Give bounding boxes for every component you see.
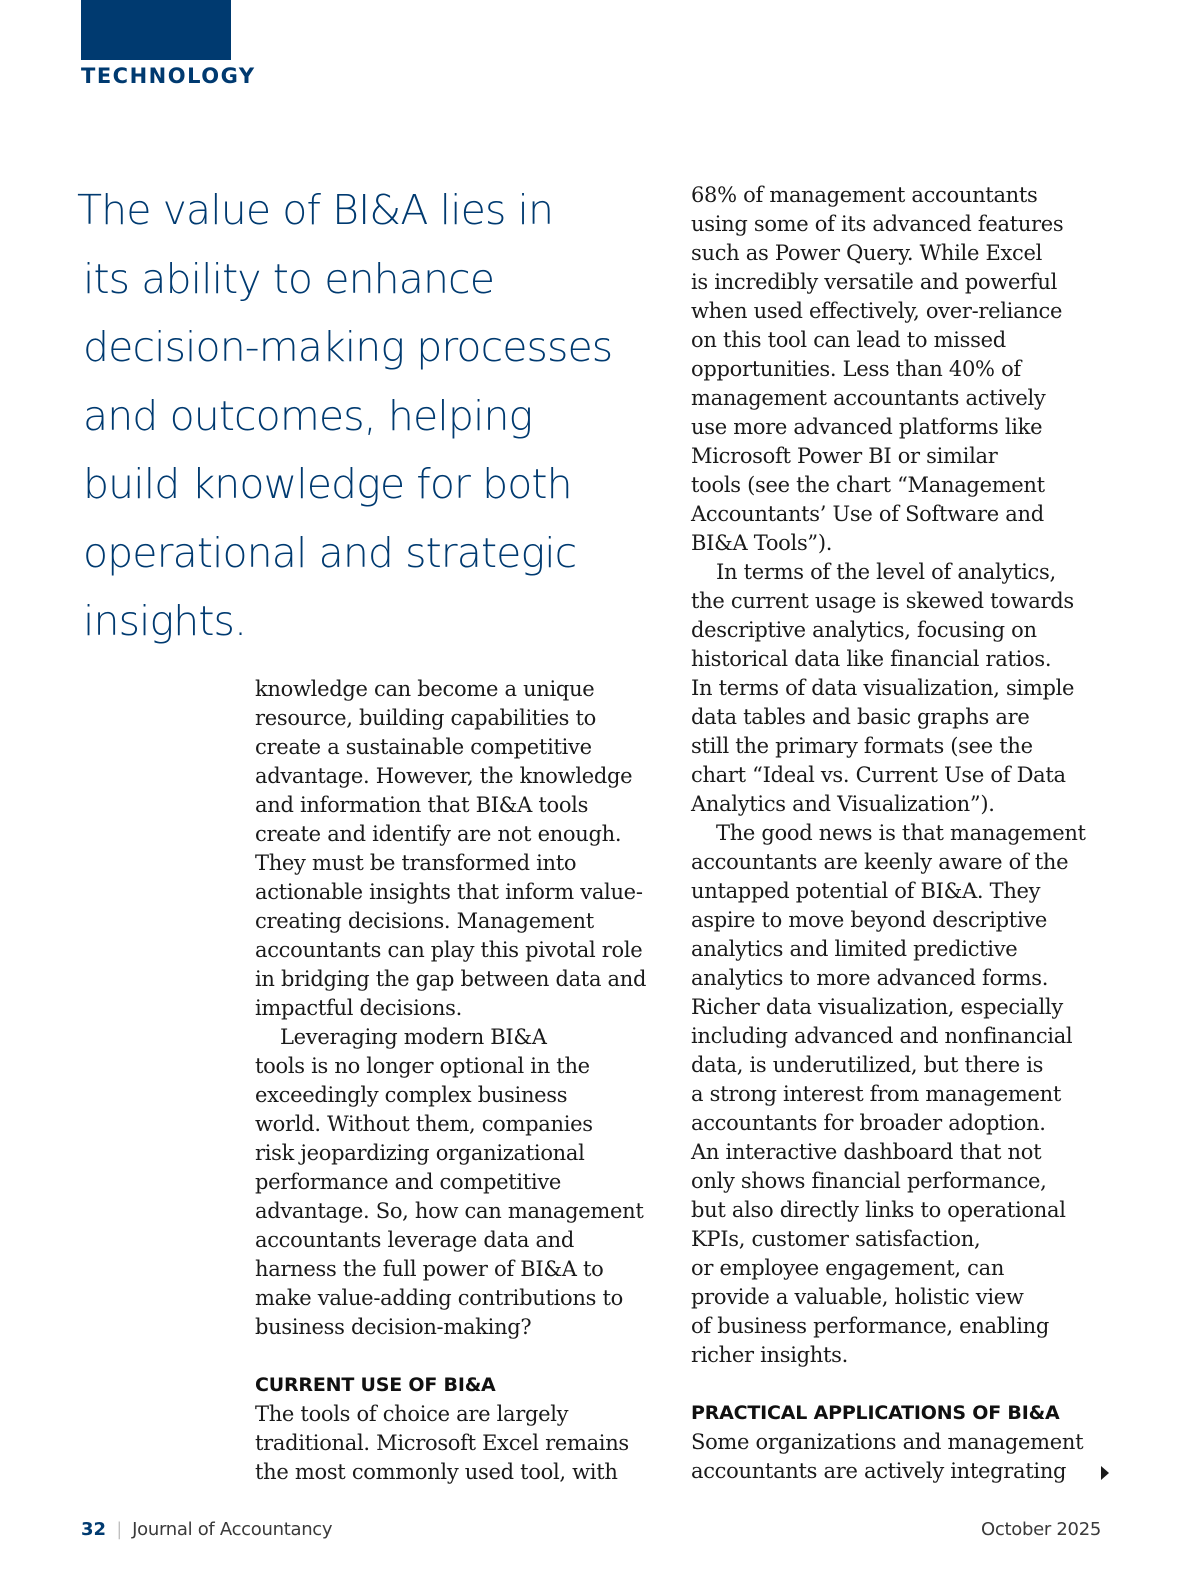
body-line: chart “Ideal vs. Current Use of Data (691, 763, 1066, 787)
body-line: a strong interest from management (691, 1082, 1061, 1106)
body-line: data tables and basic graphs are (691, 705, 1030, 729)
body-line: KPIs, customer satisfaction, (691, 1227, 981, 1251)
body-line: historical data like financial ratios. (691, 647, 1052, 671)
body-line: including advanced and nonfinancial (691, 1024, 1073, 1048)
body-line: An interactive dashboard that not (691, 1140, 1042, 1164)
body-line: the most commonly used tool, with (255, 1460, 618, 1484)
body-line: analytics to more advanced forms. (691, 966, 1049, 990)
body-line: business decision-making? (255, 1315, 532, 1339)
pull-quote-line: decision-making processes (83, 323, 613, 371)
body-line: Richer data visualization, especially (691, 995, 1063, 1019)
body-line: exceedingly complex business (255, 1083, 568, 1107)
body-line: tools (see the chart “Management (691, 473, 1045, 497)
body-line: accountants leverage data and (255, 1228, 575, 1252)
body-line: performance and competitive (255, 1170, 562, 1194)
pull-quote-line: and outcomes, helping (83, 391, 533, 440)
body-line: impactful decisions. (255, 996, 462, 1020)
body-line: accountants are keenly aware of the (691, 850, 1069, 874)
body-line: of business performance, enabling (691, 1314, 1050, 1338)
body-column-right (691, 181, 1111, 1486)
footer-left (81, 1519, 332, 1540)
body-line: richer insights. (691, 1343, 848, 1367)
body-line: actionable insights that inform value- (255, 880, 643, 904)
body-line: tools is no longer optional in the (255, 1054, 590, 1078)
body-line: analytics and limited predictive (691, 937, 1018, 961)
body-line: or employee engagement, can (691, 1256, 1005, 1280)
body-line: advantage. So, how can management (255, 1199, 644, 1223)
body-line: world. Without them, companies (255, 1112, 593, 1136)
body-line: descriptive analytics, focusing on (691, 618, 1037, 642)
section-heading: PRACTICAL APPLICATIONS OF BI&A (691, 1402, 1060, 1424)
body-line: In terms of the level of analytics, (716, 560, 1056, 584)
body-line: The tools of choice are largely (255, 1402, 569, 1426)
body-line: knowledge can become a unique (255, 677, 595, 701)
body-line: Some organizations and management (691, 1430, 1084, 1454)
pull-quote-line: build knowledge for both (83, 460, 572, 508)
body-line: still the primary formats (see the (691, 734, 1033, 758)
body-line: provide a valuable, holistic view (691, 1285, 1024, 1309)
body-line: make value-adding contributions to (255, 1286, 623, 1310)
body-line: accountants for broader adoption. (691, 1111, 1046, 1135)
continue-arrow-icon (1101, 1466, 1109, 1480)
body-line: use more advanced platforms like (691, 415, 1043, 439)
body-line: untapped potential of BI&A. They (691, 879, 1041, 903)
body-line: accountants can play this pivotal role (255, 938, 643, 962)
paragraph-gap (255, 1342, 675, 1371)
body-line: on this tool can lead to missed (691, 328, 1006, 352)
body-line: the current usage is skewed towards (691, 589, 1074, 613)
issue-date: October 2025 (981, 1519, 1101, 1540)
body-line: resource, building capabilities to (255, 706, 596, 730)
body-line: management accountants actively (691, 386, 1046, 410)
body-line: opportunities. Less than 40% of (691, 357, 1021, 381)
pull-quote-line: its ability to enhance (83, 254, 495, 303)
body-line: but also directly links to operational (691, 1198, 1066, 1222)
section-heading: CURRENT USE OF BI&A (255, 1374, 496, 1396)
body-line: The good news is that management (716, 821, 1086, 845)
body-line: 68% of management accountants (691, 183, 1038, 207)
pull-quote-line: operational and strategic (83, 528, 577, 577)
body-line: accountants are actively integrating (691, 1459, 1067, 1483)
body-line: In terms of data visualization, simple (691, 676, 1075, 700)
body-line: creating decisions. Management (255, 909, 594, 933)
paragraph-gap (691, 1370, 1111, 1399)
pull-quote (77, 176, 657, 656)
body-line: only shows financial performance, (691, 1169, 1047, 1193)
body-line: such as Power Query. While Excel (691, 241, 1043, 265)
body-line: advantage. However, the knowledge (255, 764, 633, 788)
body-line: harness the full power of BI&A to (255, 1257, 604, 1281)
body-line: in bridging the gap between data and (255, 967, 647, 991)
brand-color-block (81, 0, 231, 60)
footer-separator: | (116, 1519, 123, 1540)
body-column-left (255, 675, 675, 1487)
body-line: They must be transformed into (255, 851, 577, 875)
body-line: aspire to move beyond descriptive (691, 908, 1048, 932)
page-number: 32 (81, 1519, 107, 1540)
body-line: Accountants’ Use of Software and (691, 502, 1044, 526)
pull-quote-line: The value of BI&A lies in (77, 186, 554, 234)
body-line: and information that BI&A tools (255, 793, 589, 817)
body-line: when used effectively, over-reliance (691, 299, 1063, 323)
body-line: create and identify are not enough. (255, 822, 622, 846)
journal-name: Journal of Accountancy (132, 1519, 333, 1540)
body-line: BI&A Tools”). (691, 531, 833, 555)
body-line: data, is underutilized, but there is (691, 1053, 1044, 1077)
body-line: using some of its advanced features (691, 212, 1064, 236)
pull-quote-line: insights. (83, 597, 247, 645)
section-label: TECHNOLOGY (81, 64, 256, 88)
body-line: is incredibly versatile and powerful (691, 270, 1058, 294)
body-line: Microsoft Power BI or similar (691, 444, 998, 468)
body-line: Analytics and Visualization”). (691, 792, 995, 816)
body-line: traditional. Microsoft Excel remains (255, 1431, 629, 1455)
body-line: create a sustainable competitive (255, 735, 592, 759)
body-line: Leveraging modern BI&A (280, 1025, 547, 1049)
body-line: risk jeopardizing organizational (255, 1141, 585, 1165)
